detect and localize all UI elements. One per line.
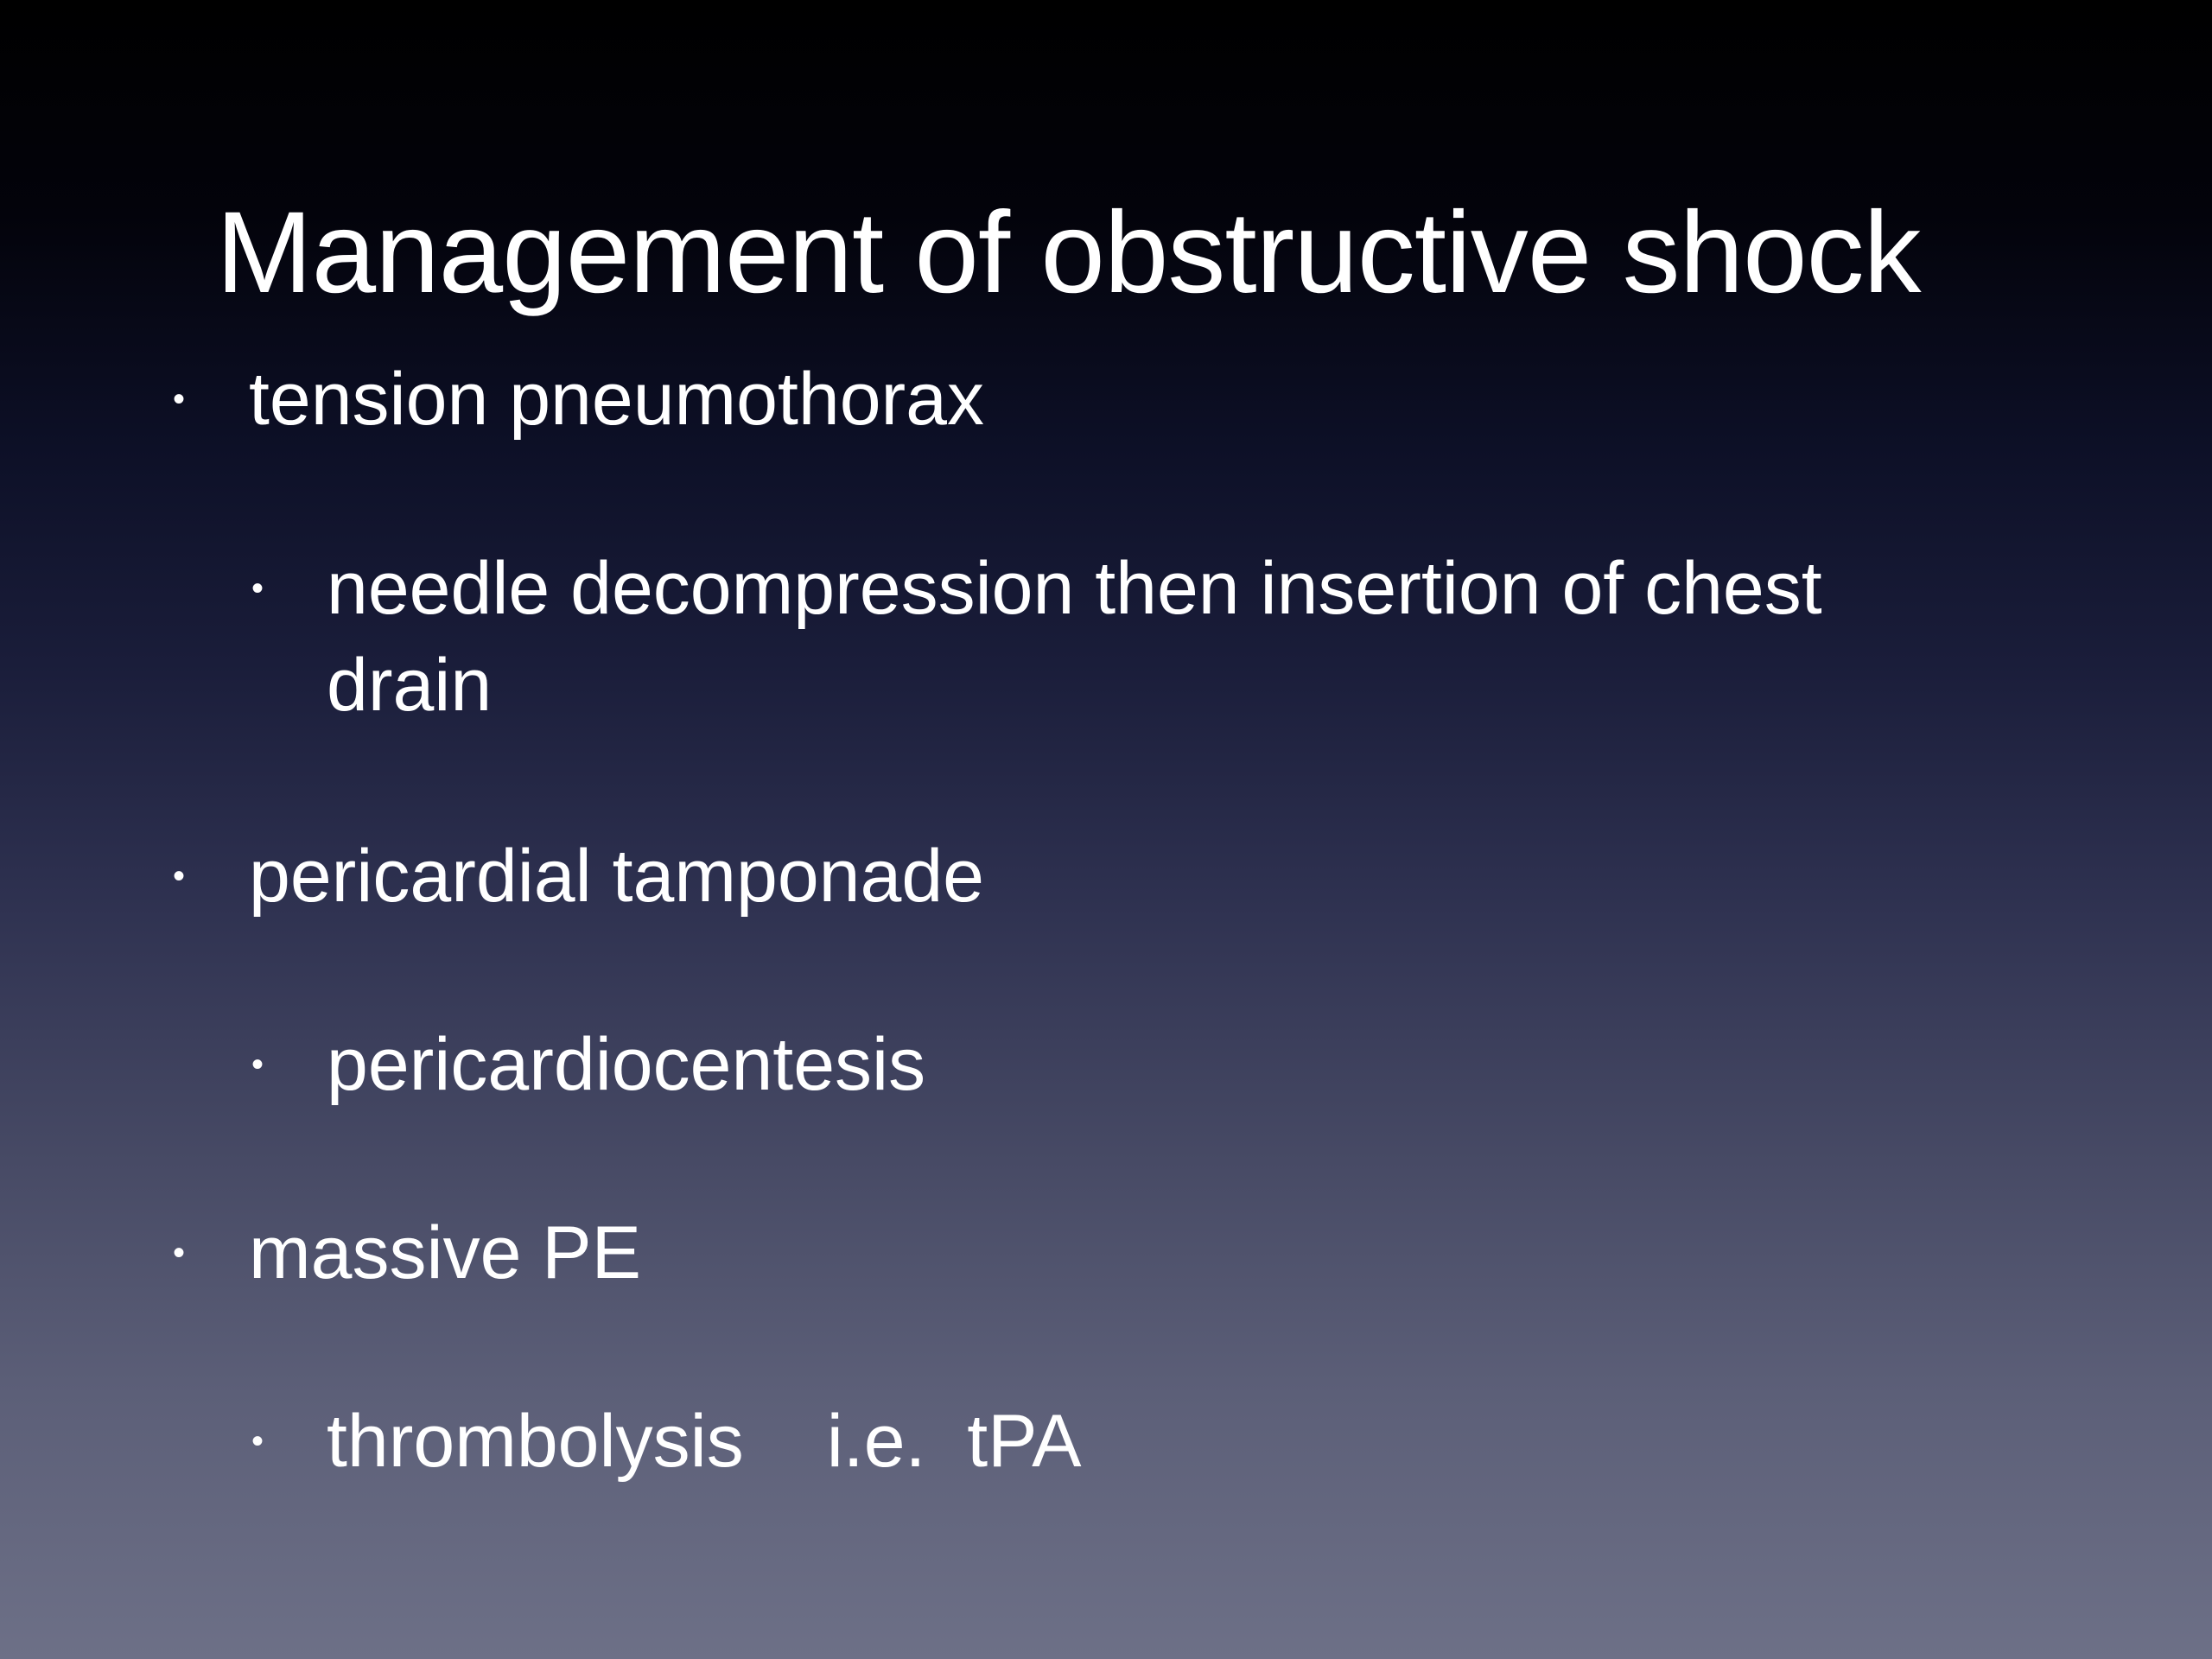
- slide-title: Management of obstructive shock: [216, 188, 1921, 317]
- sub-bullet-text-a: thrombolysis: [327, 1400, 744, 1483]
- bullet-dot-icon: •: [251, 1046, 264, 1084]
- bullet-dot-icon: •: [251, 1422, 264, 1460]
- bullet-dot-icon: •: [173, 380, 186, 418]
- bullet-text: massive PE: [249, 1211, 642, 1294]
- sub-bullet-text: pericardiocentesis: [327, 1023, 926, 1106]
- sub-bullet-text-line-2: drain: [327, 644, 493, 727]
- sub-bullet-text-b: i.e. tPA: [826, 1400, 1082, 1483]
- bullet-dot-icon: •: [251, 569, 264, 607]
- bullet-text: pericardial tamponade: [249, 835, 984, 918]
- bullet-dot-icon: •: [173, 857, 186, 895]
- bullet-text: tension pneumothorax: [249, 358, 985, 441]
- bullet-dot-icon: •: [173, 1234, 186, 1272]
- sub-bullet-text: [327, 1393, 1081, 1490]
- sub-bullet-text-line-1: needle decompression then insertion of chest: [327, 547, 1822, 630]
